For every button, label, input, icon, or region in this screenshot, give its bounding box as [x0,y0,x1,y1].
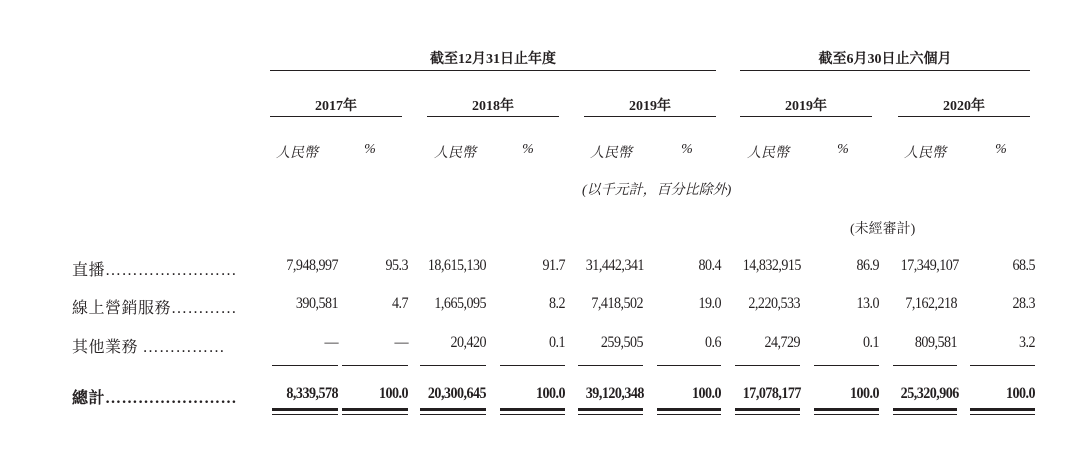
year-rule [584,116,716,117]
total-cell: 100.0 [691,385,721,402]
table-cell: 18,615,130 [427,257,487,274]
total-cell: 25,320,906 [900,385,959,402]
row-label: 直播…………………… [72,262,238,279]
year-rule [427,116,559,117]
subtotal-rule [578,365,643,366]
table-cell: 4.7 [391,295,408,312]
table-cell: 8.2 [548,295,565,312]
table-cell: 809,581 [914,334,957,351]
row-label: 其他業務 …………… [72,339,226,356]
total-double-rule [578,408,643,411]
total-double-rule [970,408,1035,411]
table-cell: 68.5 [1012,257,1035,274]
table-cell: 86.9 [856,257,879,274]
subtotal-rule [735,365,800,366]
table-cell: 91.7 [542,257,565,274]
year-rule [740,116,872,117]
table-cell: 7,418,502 [591,295,643,312]
total-double-rule [342,408,408,411]
total-double-rule [735,408,800,411]
table-cell: 0.6 [704,334,721,351]
total-double-rule [578,414,643,415]
table-cell: 3.2 [1018,334,1035,351]
total-double-rule [657,414,721,415]
total-double-rule [814,414,879,415]
table-cell: 17,349,107 [900,257,959,274]
total-cell: 8,339,578 [286,385,338,402]
year-header-h1-2020: 2020年 [943,99,985,114]
subtotal-rule [970,365,1035,366]
table-cell: 95.3 [385,257,408,274]
currency-header: 人民幣 [276,146,318,161]
table-cell: 13.0 [856,295,879,312]
table-cell: 19.0 [698,295,721,312]
year-rule [270,116,402,117]
table-cell: 20,420 [450,334,486,351]
percent-header: % [522,142,534,157]
table-cell: 14,832,915 [742,257,801,274]
total-double-rule [893,414,957,415]
total-double-rule [420,414,486,415]
total-cell: 39,120,348 [585,385,644,402]
subtotal-rule [500,365,565,366]
currency-header: 人民幣 [434,146,476,161]
table-cell: 0.1 [548,334,565,351]
row-label: 線上營銷服務………… [72,300,238,317]
year-header-h1-2019: 2019年 [785,99,827,114]
total-cell: 100.0 [849,385,879,402]
percent-header: % [837,142,849,157]
subtotal-rule [342,365,408,366]
group-rule-annual [270,70,716,71]
total-double-rule [420,408,486,411]
table-cell: 80.4 [698,257,721,274]
table-cell: 2,220,533 [748,295,800,312]
total-cell: 100.0 [535,385,565,402]
subtotal-rule [272,365,338,366]
year-rule [898,116,1030,117]
total-double-rule [342,414,408,415]
total-cell: 100.0 [1005,385,1035,402]
unit-note: (以千元計，百分比除外) [582,183,732,198]
table-cell: 31,442,341 [585,257,644,274]
total-cell: 100.0 [378,385,408,402]
table-cell: 28.3 [1012,295,1035,312]
table-cell: 1,665,095 [434,295,486,312]
subtotal-rule [893,365,957,366]
group-header-annual: 截至12月31日止年度 [430,52,556,67]
total-double-rule [814,408,879,411]
percent-header: % [364,142,376,157]
year-header-2019: 2019年 [629,99,671,114]
unaudited-note: (未經審計) [850,222,916,237]
currency-header: 人民幣 [747,146,789,161]
year-header-2017: 2017年 [315,99,357,114]
currency-header: 人民幣 [904,146,946,161]
group-header-six-months: 截至6月30日止六個月 [818,52,952,67]
total-cell: 20,300,645 [427,385,487,402]
table-cell: 390,581 [295,295,338,312]
total-double-rule [272,408,338,411]
currency-header: 人民幣 [590,146,632,161]
table-cell: 0.1 [862,334,879,351]
year-header-2018: 2018年 [472,99,514,114]
table-cell: 259,505 [600,334,643,351]
total-double-rule [893,408,957,411]
table-cell: 7,162,218 [905,295,957,312]
table-cell: — [394,334,408,351]
table-cell: 7,948,997 [286,257,338,274]
percent-header: % [681,142,693,157]
percent-header: % [995,142,1007,157]
total-cell: 17,078,177 [742,385,801,402]
total-double-rule [272,414,338,415]
table-cell: 24,729 [764,334,800,351]
total-double-rule [735,414,800,415]
subtotal-rule [420,365,486,366]
total-double-rule [500,414,565,415]
subtotal-rule [657,365,721,366]
table-cell: — [324,334,338,351]
total-double-rule [657,408,721,411]
total-double-rule [970,414,1035,415]
subtotal-rule [814,365,879,366]
group-rule-six-months [740,70,1030,71]
total-double-rule [500,408,565,411]
total-label: 總計…………………… [72,390,238,407]
